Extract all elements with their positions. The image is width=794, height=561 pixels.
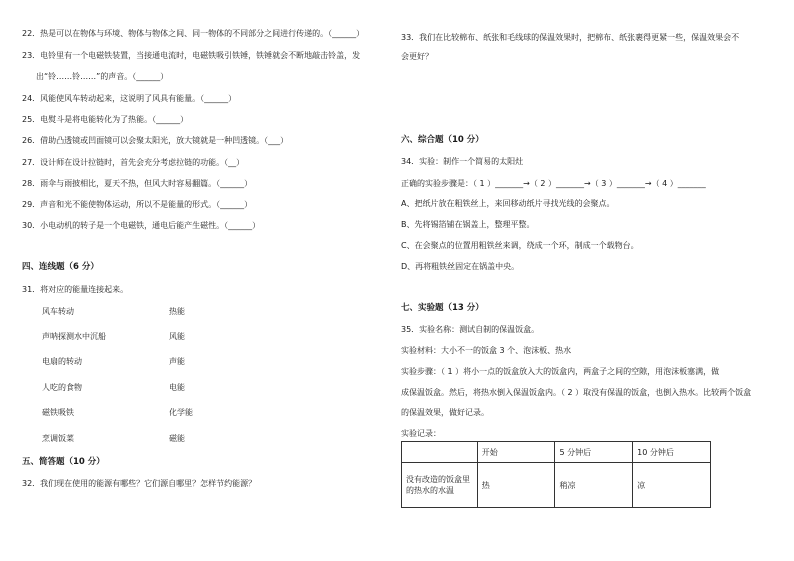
question-25: 25．电熨斗是将电能转化为了热能。（______） bbox=[22, 115, 189, 124]
question-31: 31．将对应的能量连接起来。 bbox=[22, 285, 129, 294]
match-right-item: 电能 bbox=[169, 383, 185, 392]
option-b: B、先将锡箔铺在锅盖上，整理平整。 bbox=[401, 220, 535, 229]
question-23: 23．电铃里有一个电磁铁装置，当接通电流时，电磁铁吸引铁锤，铁锤就会不断地敲击铃盖，发 bbox=[22, 51, 361, 60]
table-header-cell: 开始 bbox=[477, 442, 555, 463]
question-30: 30．小电动机的转子是一个电磁铁，通电后能产生磁性。（______） bbox=[22, 221, 261, 230]
table-cell: 热 bbox=[477, 463, 555, 508]
option-a: A、把纸片放在粗铁丝上，来回移动纸片寻找光线的会聚点。 bbox=[401, 199, 615, 208]
record-table bbox=[401, 441, 711, 508]
table-header-cell bbox=[402, 442, 478, 463]
question-29: 29．声音和光不能使物体运动，所以不是能量的形式。（______） bbox=[22, 200, 253, 209]
match-right-item: 磁能 bbox=[169, 434, 185, 443]
option-d: D、再将粗铁丝固定在锅盖中央。 bbox=[401, 262, 520, 271]
table-row bbox=[402, 463, 711, 508]
question-35: 35．实验名称：测试自制的保温饭盒。 bbox=[401, 325, 540, 334]
steps-line-2: 成保温饭盒。然后，将热水倒入保温饭盒内。（ 2 ）取没有保温的饭盒，也倒入热水。比较两个饭盒 bbox=[401, 388, 752, 397]
table-row-label: 没有改造的饭盒里的热水的水温 bbox=[402, 463, 478, 508]
question-34-order: 正确的实验步骤是：（ 1 ）_______→（ 2 ）_______→（ 3 ）_______→（ 4 ）_______ bbox=[401, 179, 706, 188]
table-cell: 凉 bbox=[633, 463, 711, 508]
option-c: C、在会聚点的位置用粗铁丝来调，绕成一个环，制成一个载物台。 bbox=[401, 241, 639, 250]
match-left-item: 电扇的转动 bbox=[42, 357, 82, 366]
steps-line-1: 实验步骤：（ 1 ）将小一点的饭盒放入大的饭盒内，两盒子之间的空隙，用泡沫板塞满，做 bbox=[401, 367, 720, 376]
question-24: 24．风能使风车转动起来，这说明了风具有能量。（______） bbox=[22, 94, 237, 103]
section-4-title: 四、连线题（6 分） bbox=[22, 262, 99, 272]
question-23-cont: 出“铃……铃……”的声音。（______） bbox=[36, 72, 169, 81]
question-34: 34．实验：制作一个简易的太阳灶 bbox=[401, 157, 524, 166]
match-left-item: 磁铁吸铁 bbox=[42, 408, 74, 417]
match-right-item: 风能 bbox=[169, 332, 185, 341]
question-26: 26．借助凸透镜或凹面镜可以会聚太阳光，放大镜就是一种凹透镜。（___） bbox=[22, 136, 289, 145]
match-left-item: 声呐探测水中沉船 bbox=[42, 332, 106, 341]
record-label: 实验记录： bbox=[401, 429, 441, 438]
match-left-item: 烹调饭菜 bbox=[42, 434, 74, 443]
steps-line-3: 的保温效果，做好记录。 bbox=[401, 408, 489, 417]
table-header-row bbox=[402, 442, 711, 463]
question-32: 32．我们现在使用的能源有哪些？它们源自哪里？怎样节约能源？ bbox=[22, 479, 257, 488]
match-right-item: 声能 bbox=[169, 357, 185, 366]
table-cell: 稍凉 bbox=[555, 463, 633, 508]
section-7-title: 七、实验题（13 分） bbox=[401, 303, 484, 313]
match-right-item: 热能 bbox=[169, 307, 185, 316]
question-28: 28．雨伞与雨披相比，夏天不热，但风大时容易翻篇。（______） bbox=[22, 179, 253, 188]
table-header-cell: 10 分钟后 bbox=[633, 442, 711, 463]
section-6-title: 六、综合题（10 分） bbox=[401, 135, 484, 145]
question-22: 22．热是可以在物体与环境、物体与物体之间、同一物体的不同部分之间进行传递的。（______） bbox=[22, 29, 365, 38]
table-header-cell: 5 分钟后 bbox=[555, 442, 633, 463]
question-33: 33．我们在比较棉布、纸张和毛线球的保温效果时，把棉布、纸张裹得更紧一些，保温效果会不 bbox=[401, 33, 740, 42]
match-left-item: 人吃的食物 bbox=[42, 383, 82, 392]
materials: 实验材料：大小不一的饭盒 3 个、泡沫板、热水 bbox=[401, 346, 572, 355]
question-33-cont: 会更好？ bbox=[401, 52, 433, 61]
section-5-title: 五、简答题（10 分） bbox=[22, 457, 105, 467]
match-left-item: 风车转动 bbox=[42, 307, 74, 316]
question-27: 27．设计师在设计拉链时，首先会充分考虑拉链的功能。（__） bbox=[22, 158, 245, 167]
match-right-item: 化学能 bbox=[169, 408, 193, 417]
